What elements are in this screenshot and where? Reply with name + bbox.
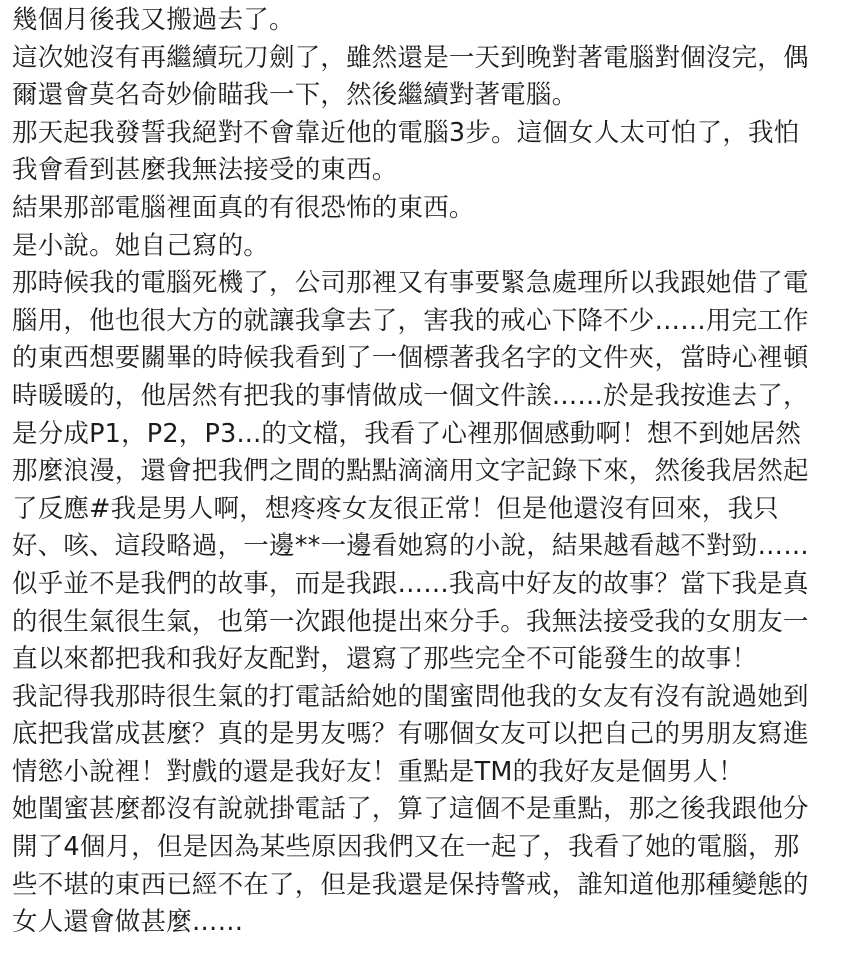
text-line: 這次她沒有再繼續玩刀劍了，雖然還是一天到晚對著電腦對個沒完，偶	[12, 42, 809, 73]
text-line: 我會看到甚麼我無法接受的東西。	[12, 155, 398, 186]
text-line: 好、咳、這段略過，一邊**一邊看她寫的小說，結果越看越不對勁……	[12, 531, 809, 562]
text-line: 幾個月後我又搬過去了。	[12, 5, 295, 35]
text-line: 情慾小說裡！對戲的還是我好友！重點是TM的我好友是個男人！	[12, 756, 744, 787]
text-line: 些不堪的東西已經不在了，但是我還是保持警戒，誰知道他那種變態的	[12, 869, 809, 900]
text-line: 那時候我的電腦死機了，公司那裡又有事要緊急處理所以我跟她借了電	[12, 268, 809, 299]
text-line: 開了4個月，但是因為某些原因我們又在一起了，我看了她的電腦，那	[12, 832, 800, 863]
text-line: 女人還會做甚麼……	[12, 907, 244, 938]
text-line: 直以來都把我和我好友配對，還寫了那些完全不可能發生的故事！	[12, 644, 758, 675]
text-line: 爾還會莫名奇妙偷瞄我一下，然後繼續對著電腦。	[12, 80, 578, 111]
text-line: 的東西想要關畢的時候我看到了一個標著我名字的文件夾，當時心裡頓	[12, 343, 809, 374]
text-line: 是小說。她自己寫的。	[12, 230, 270, 261]
text-line: 那麼浪漫，還會把我們之間的點點滴滴用文字記錄下來，然後我居然起	[12, 456, 809, 487]
text-line: 了反應#我是男人啊，想疼疼女友很正常！但是他還沒有回來，我只	[12, 493, 779, 524]
text-line: 我記得我那時很生氣的打電話給她的閨蜜問他我的女友有沒有說過她到	[12, 681, 809, 712]
text-line: 那天起我發誓我絕對不會靠近他的電腦3步。這個女人太可怕了，我怕	[12, 117, 800, 148]
text-line: 似乎並不是我們的故事，而是我跟……我高中好友的故事？當下我是真	[12, 568, 809, 599]
text-line: 是分成P1，P2，P3...的文檔，我看了心裡那個感動啊！想不到她居然	[12, 418, 802, 449]
text-line: 的很生氣很生氣，也第一次跟他提出來分手。我無法接受我的女朋友一	[12, 606, 809, 637]
text-line: 她閨蜜甚麼都沒有說就掛電話了，算了這個不是重點，那之後我跟他分	[12, 794, 809, 825]
text-line: 腦用，他也很大方的就讓我拿去了，害我的戒心下降不少……用完工作	[12, 305, 809, 336]
text-line: 結果那部電腦裡面真的有很恐怖的東西。	[12, 192, 475, 223]
text-line: 底把我當成甚麼？真的是男友嗎？有哪個女友可以把自己的男朋友寫進	[12, 719, 809, 750]
text-line: 時暖暖的，他居然有把我的事情做成一個文件誒……於是我按進去了，	[12, 380, 809, 411]
